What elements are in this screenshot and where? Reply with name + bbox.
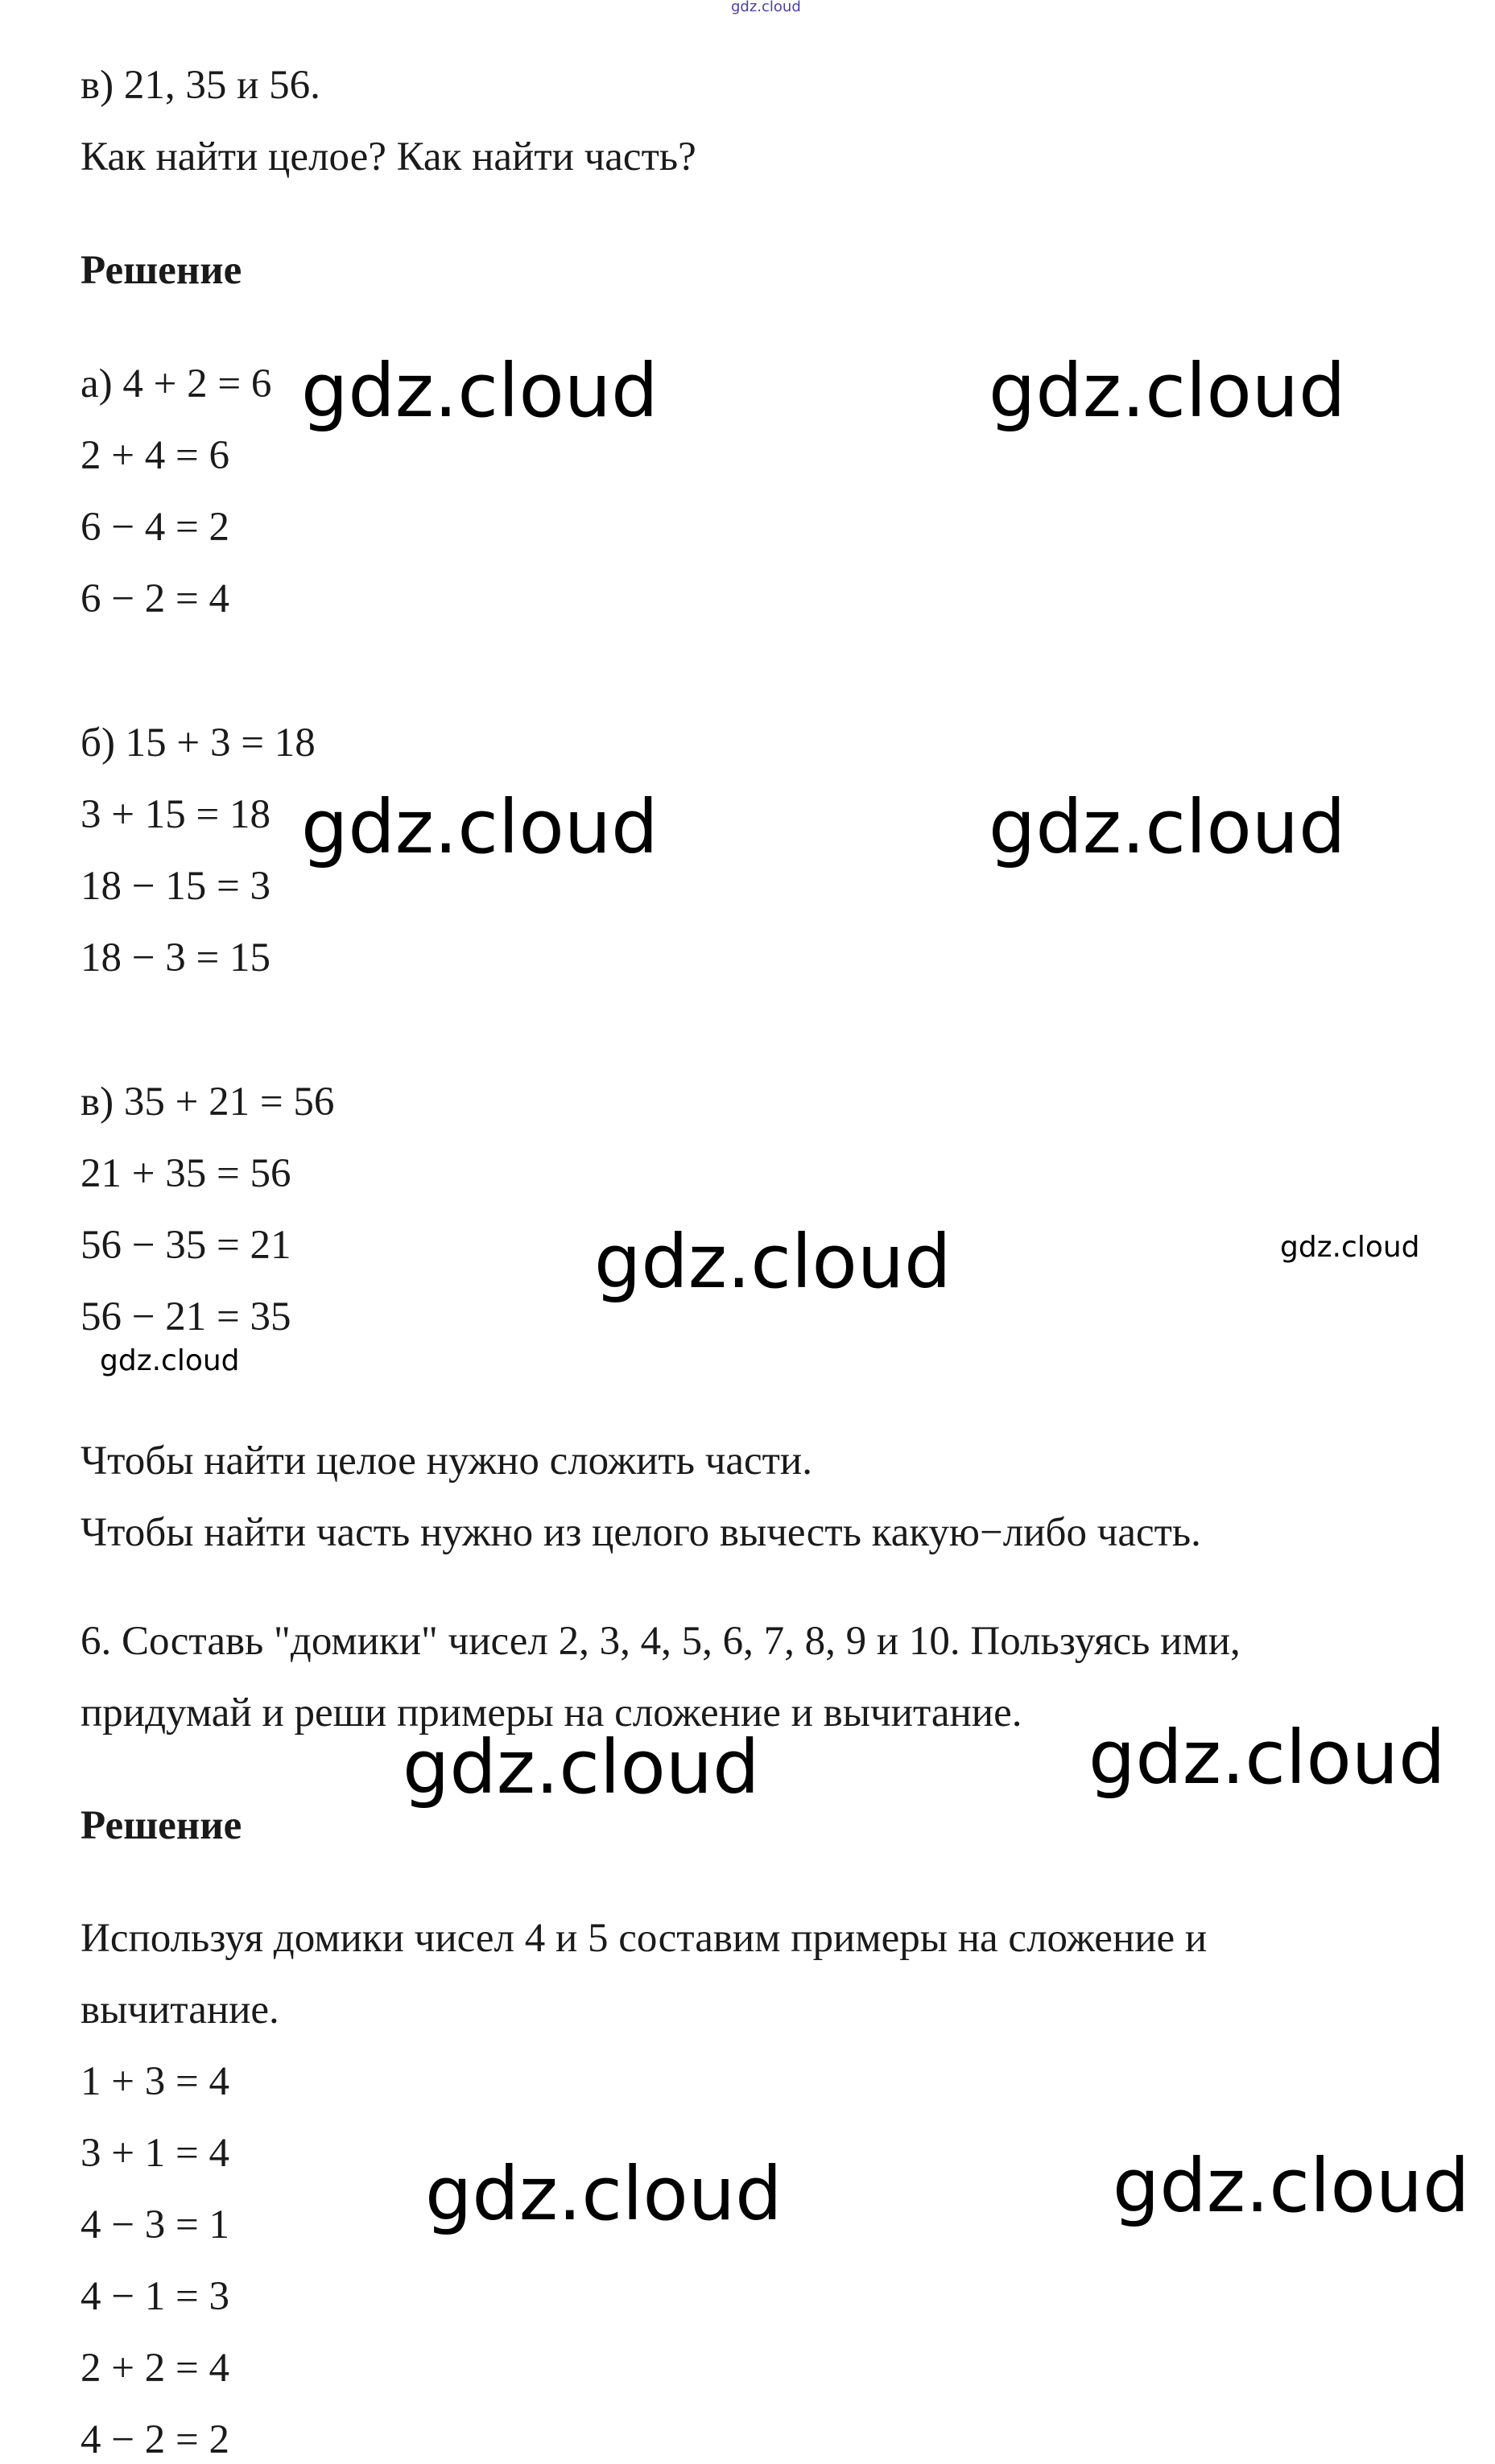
conclusion-line-2: Чтобы найти часть нужно из целого вычесть какую−либо часть.: [81, 1510, 1201, 1555]
solution-a-line-1: а) 4 + 2 = 6: [81, 361, 272, 407]
task6-solution-heading: Решение: [81, 1803, 242, 1848]
task6-intro-line-1: Используя домики чисел 4 и 5 составим примеры на сложение и: [81, 1916, 1208, 1961]
solution-b-line-4: 18 − 3 = 15: [81, 935, 271, 980]
watermark: gdz.cloud: [989, 784, 1346, 870]
watermark: gdz.cloud: [1113, 2143, 1470, 2229]
solution-a-line-3: 6 − 4 = 2: [81, 505, 230, 550]
task6-example-4: 4 − 1 = 3: [81, 2274, 230, 2319]
solution-c-line-4: 56 − 21 = 35: [81, 1294, 291, 1339]
task-part-c: в) 21, 35 и 56.: [81, 63, 320, 108]
solution-c-line-3: 56 − 35 = 21: [81, 1223, 291, 1268]
watermark: gdz.cloud: [403, 1724, 760, 1810]
solution-b-line-3: 18 − 15 = 3: [81, 864, 271, 909]
task6-line-2: придумай и реши примеры на сложение и вычитание.: [81, 1690, 1022, 1736]
task6-example-3: 4 − 3 = 1: [81, 2202, 230, 2247]
watermark: gdz.cloud: [301, 348, 659, 434]
solution-c-line-1: в) 35 + 21 = 56: [81, 1079, 335, 1125]
solution-heading: Решение: [81, 248, 242, 293]
top-watermark: gdz.cloud: [731, 0, 801, 15]
task6-example-5: 2 + 2 = 4: [81, 2346, 230, 2391]
watermark: gdz.cloud: [100, 1344, 240, 1377]
watermark: gdz.cloud: [1088, 1715, 1446, 1801]
watermark: gdz.cloud: [989, 348, 1346, 434]
question-text: Как найти целое? Как найти часть?: [81, 134, 696, 180]
watermark: gdz.cloud: [594, 1219, 952, 1305]
conclusion-line-1: Чтобы найти целое нужно сложить части.: [81, 1438, 812, 1484]
task6-example-1: 1 + 3 = 4: [81, 2059, 230, 2104]
solution-a-line-2: 2 + 4 = 6: [81, 433, 230, 478]
task6-example-2: 3 + 1 = 4: [81, 2131, 230, 2176]
task6-intro-line-2: вычитание.: [81, 1987, 279, 2033]
solution-b-line-2: 3 + 15 = 18: [81, 792, 271, 837]
solution-a-line-4: 6 − 2 = 4: [81, 576, 230, 621]
watermark: gdz.cloud: [425, 2151, 783, 2237]
solution-c-line-2: 21 + 35 = 56: [81, 1151, 291, 1196]
task6-example-6: 4 − 2 = 2: [81, 2417, 230, 2462]
watermark: gdz.cloud: [301, 784, 659, 870]
solution-b-line-1: б) 15 + 3 = 18: [81, 720, 316, 766]
task6-line-1: 6. Составь "домики" чисел 2, 3, 4, 5, 6, 7, 8, 9 и 10. Пользуясь ими,: [81, 1619, 1241, 1664]
watermark: gdz.cloud: [1280, 1231, 1420, 1264]
